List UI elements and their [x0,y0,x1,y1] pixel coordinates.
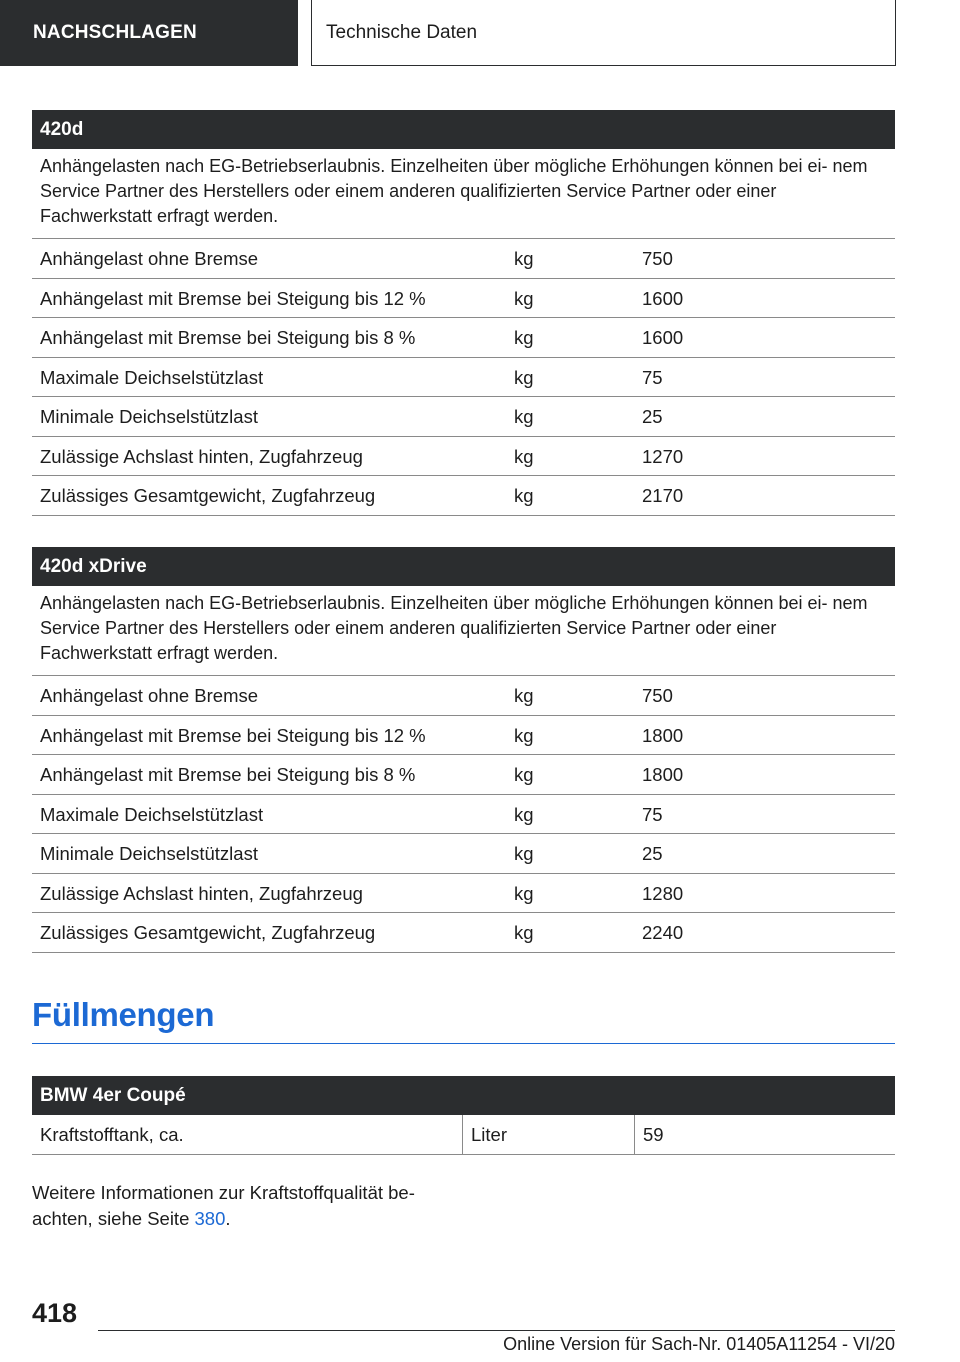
table-row [32,716,895,756]
row-unit: kg [514,685,534,706]
row-value: 59 [634,1115,895,1154]
row-unit: kg [514,366,534,388]
row-label: Kraftstofftank, ca. [40,1124,184,1145]
page-reference-link[interactable]: 380 [194,1208,226,1229]
table-row [32,795,895,835]
row-unit: kg [514,248,534,269]
table-title: BMW 4er Coupé [32,1076,895,1115]
row-value: 1800 [642,724,684,746]
table-row [32,755,895,795]
row-label: Anhängelast ohne Bremse [40,685,259,706]
spec-table-420d [32,110,895,516]
row-value: 1600 [642,327,684,348]
table-row [32,358,895,398]
row-value: 2240 [642,922,684,943]
row-value: 25 [642,843,663,864]
row-label: Zulässige Achslast hinten, Zugfahrzeug [40,882,363,904]
row-value: 750 [642,685,673,706]
row-label: Minimale Deichselstützlast [40,406,258,427]
table-note: Anhängelasten nach EG-Betriebserlaubnis. Einzelheiten über mögliche Erhöhungen können bei ei- nem Service Partner des Herstellers oder einem anderen qualifizierten Service Partner oder einer Fachwerkstatt erfragt werden. [32,149,895,239]
row-label: Zulässige Achslast hinten, Zugfahrzeug [40,445,363,467]
section-title-fuel: Füllmengen [32,996,895,1044]
table-row [32,676,895,716]
row-unit: kg [514,287,534,309]
table-row [32,874,895,914]
row-label: Maximale Deichselstützlast [40,366,264,388]
info-text-body: Weitere Informationen zur Kraftstoffqualität be- achten, siehe Seite [32,1182,415,1229]
table-title: 420d xDrive [32,547,895,586]
info-text-suffix: . [225,1208,231,1229]
table-title: 420d [32,110,895,149]
row-unit: kg [514,843,534,864]
row-label: Maximale Deichselstützlast [40,803,264,825]
table-note: Anhängelasten nach EG-Betriebserlaubnis. Einzelheiten über mögliche Erhöhungen können bei ei- nem Service Partner des Herstellers oder einem anderen qualifizierten Service Partner oder einer Fachwerkstatt erfragt werden. [32,586,895,676]
row-value: 2170 [642,485,684,506]
row-unit: kg [514,882,534,904]
row-unit: kg [514,485,534,506]
row-label: Anhängelast mit Bremse bei Steigung bis 12 % [40,724,426,746]
table-row [32,476,895,516]
page-header [0,0,960,66]
footer-text: Online Version für Sach-Nr. 01405A11254 - VI/20 [503,1334,895,1354]
row-unit: kg [514,724,534,746]
row-label: Minimale Deichselstützlast [40,843,258,864]
row-unit: kg [514,406,534,427]
table-row [32,397,895,437]
row-value: 1600 [642,287,684,309]
row-label: Anhängelast ohne Bremse [40,248,259,269]
spec-table-420d-xdrive [32,547,895,953]
page-number: 418 [32,1298,78,1328]
row-label: Anhängelast mit Bremse bei Steigung bis 8 % [40,764,416,785]
row-value: 75 [642,803,663,825]
table-row [32,239,895,279]
row-unit: Liter [462,1115,634,1154]
row-value: 1270 [642,445,684,467]
fuel-info-text [32,1180,452,1232]
table-row [32,279,895,319]
row-unit: kg [514,327,534,348]
row-label: Zulässiges Gesamtgewicht, Zugfahrzeug [40,485,376,506]
table-row [32,834,895,874]
table-row [32,437,895,477]
row-unit: kg [514,922,534,943]
spec-table-fuel [32,1076,895,1155]
row-unit: kg [514,803,534,825]
section-tab[interactable]: NACHSCHLAGEN [0,0,298,66]
row-value: 1800 [642,764,684,785]
table-row [32,1115,895,1155]
row-label: Anhängelast mit Bremse bei Steigung bis 12 % [40,287,426,309]
row-value: 750 [642,248,673,269]
row-unit: kg [514,445,534,467]
chapter-tab[interactable]: Technische Daten [311,0,896,66]
row-unit: kg [514,764,534,785]
table-row [32,913,895,953]
row-value: 1280 [642,882,684,904]
row-label: Anhängelast mit Bremse bei Steigung bis 8 % [40,327,416,348]
table-row [32,318,895,358]
row-label: Zulässiges Gesamtgewicht, Zugfahrzeug [40,922,376,943]
row-value: 25 [642,406,663,427]
row-value: 75 [642,366,663,388]
